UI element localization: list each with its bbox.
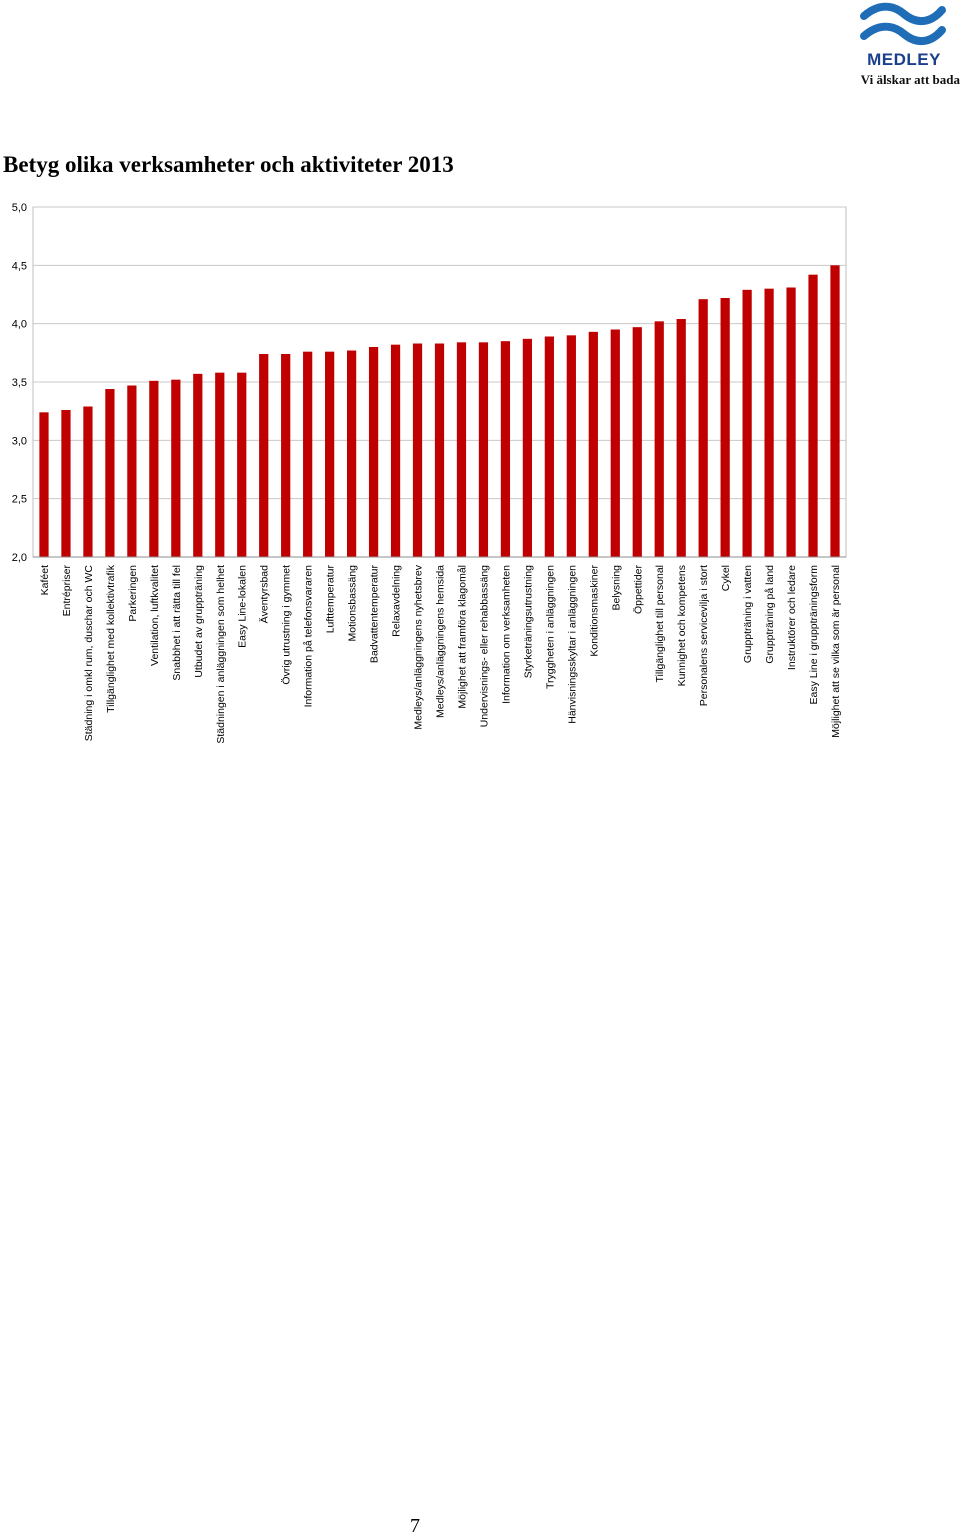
bar (589, 332, 598, 557)
x-tick-label: Relaxavdelning (390, 565, 403, 637)
x-tick-label: Information om verksamheten (500, 565, 513, 704)
bar (413, 344, 422, 558)
x-tick-label: Möjlighet att framföra klagomål (456, 565, 469, 709)
x-tick-label: Cykel (720, 565, 733, 592)
bar (677, 319, 686, 557)
bar (127, 386, 136, 558)
x-tick-label: Hänvisningsskyltar i anläggningen (566, 565, 579, 724)
x-tick-label: Personalens servicevilja i stort (698, 565, 711, 707)
page-title: Betyg olika verksamheter och aktiviteter 2013 (3, 152, 454, 177)
bar (347, 351, 356, 558)
x-tick-label: Äventyrsbad (258, 565, 271, 624)
bar (457, 342, 466, 557)
bar (808, 275, 817, 557)
bar (237, 373, 246, 557)
bar (61, 410, 70, 557)
x-tick-label: Utbudet av gruppträning (192, 565, 205, 678)
bar (721, 298, 730, 557)
y-tick-label: 5,0 (11, 202, 27, 214)
x-tick-label: Kunnighet och kompetens (676, 565, 689, 687)
bar (369, 347, 378, 557)
x-tick-label: Tillgänglighet med kollektivtrafik (104, 565, 117, 713)
bar (743, 290, 752, 557)
bar (655, 321, 664, 557)
bar (105, 389, 114, 557)
y-tick-label: 3,0 (11, 435, 27, 448)
bar-chart (0, 190, 960, 760)
bar (83, 407, 92, 558)
x-tick-label: Konditionsmaskiner (588, 565, 601, 657)
y-tick-label: 2,0 (11, 552, 27, 564)
bar (764, 289, 773, 557)
bar (523, 339, 532, 557)
x-tick-label: Gruppträning i vatten (742, 565, 755, 664)
x-tick-label: Entrépriser (60, 565, 73, 617)
x-tick-label: Badvattentemperatur (368, 565, 381, 664)
bar (281, 354, 290, 557)
x-tick-label: Easy Line i gruppträningsform (808, 565, 821, 705)
x-tick-label: Möjlighet att se vilka som är personal (830, 565, 843, 738)
bar (699, 299, 708, 557)
wave-icon (860, 2, 946, 50)
logo-name: MEDLEY (867, 50, 941, 69)
x-tick-label: Tryggheten i anläggningen (544, 565, 557, 689)
x-tick-label: Motionsbassäng (346, 565, 359, 642)
x-tick-label: Easy Line-lokalen (236, 565, 249, 648)
x-tick-label: Tillgänglighet till personal (654, 565, 667, 683)
bar (193, 374, 202, 557)
y-tick-label: 2,5 (11, 493, 27, 506)
medley-logo (840, 0, 960, 92)
bar (786, 288, 795, 558)
x-tick-label: Städning i omkl rum, duschar och WC (82, 565, 95, 742)
x-tick-label: Undervisnings- eller rehabbassäng (478, 565, 491, 728)
x-tick-label: Medleys/anläggningens nyhetsbrev (412, 565, 425, 730)
x-tick-label: Information på telefonsvararen (302, 565, 315, 708)
bar (149, 381, 158, 557)
x-tick-label: Instruktörer och ledare (786, 565, 799, 671)
x-tick-label: Parkeringen (126, 565, 139, 622)
bar (830, 265, 839, 557)
x-tick-label: Gruppträning på land (764, 565, 777, 664)
bar (259, 354, 268, 557)
bar (325, 352, 334, 557)
x-tick-label: Lufttemperatur (324, 565, 337, 634)
x-tick-label: Styrketräningsutrustning (522, 565, 535, 679)
x-tick-label: Belysning (610, 565, 623, 611)
bar (611, 330, 620, 558)
bar (479, 342, 488, 557)
x-tick-label: Medleys/anläggningens hemsida (434, 565, 447, 718)
bar (39, 412, 48, 557)
bar (633, 327, 642, 557)
bar (303, 352, 312, 557)
bar (501, 341, 510, 557)
bar (435, 344, 444, 558)
bar (567, 335, 576, 557)
logo-tagline: Vi älskar att bada (860, 72, 960, 87)
x-tick-label: Öppettider (632, 565, 645, 615)
x-tick-label: Snabbhet i att rätta till fel (170, 565, 183, 681)
x-tick-label: Städningen i anläggningen som helhet (214, 565, 227, 744)
bar (545, 337, 554, 558)
bar (215, 373, 224, 557)
page-number: 7 (410, 1515, 420, 1537)
x-tick-label: Övrig utrustning i gymmet (280, 565, 293, 685)
y-tick-label: 4,0 (11, 318, 27, 331)
x-tick-label: Ventilation, luftkvalitet (148, 565, 161, 666)
y-tick-label: 3,5 (11, 377, 27, 389)
x-tick-label: Kaféet (38, 565, 51, 596)
bar (171, 380, 180, 557)
bar (391, 345, 400, 557)
y-tick-label: 4,5 (11, 260, 27, 273)
